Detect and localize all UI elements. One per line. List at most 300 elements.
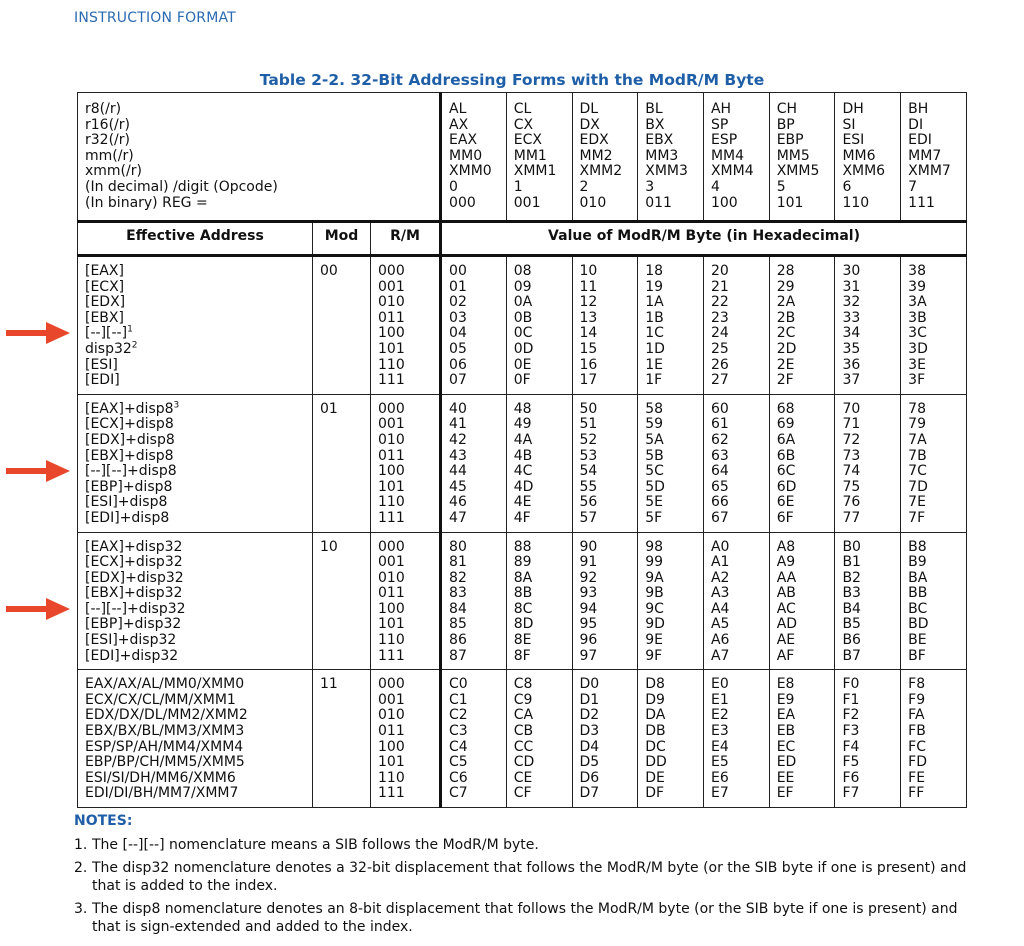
- hex-value: BE: [908, 632, 927, 649]
- reg-name: 5: [776, 178, 786, 195]
- hex-value: DA: [645, 707, 666, 724]
- address-text: [EBP]+disp32: [85, 616, 182, 633]
- hex-value: AD: [776, 616, 798, 633]
- hex-value: 45: [449, 478, 467, 495]
- hex-value-cell: [835, 394, 901, 532]
- hex-value: D3: [579, 723, 600, 740]
- hex-value: 36: [842, 356, 861, 373]
- effective-address: [85, 676, 312, 692]
- hex-value: BD: [908, 616, 929, 633]
- address-text: [ESI]: [85, 356, 118, 373]
- hex-value: 87: [449, 647, 467, 664]
- hex-value-cell: [901, 532, 967, 670]
- hex-value: 5C: [645, 463, 664, 480]
- hex-value: 5A: [645, 431, 664, 448]
- address-text: [EDX]+disp32: [85, 569, 184, 586]
- address-text: [ECX]+disp32: [85, 554, 183, 571]
- hex-value: A0: [710, 538, 730, 555]
- hex-value: 02: [449, 294, 467, 311]
- hex-value: 08: [513, 263, 532, 279]
- effective-address: [85, 692, 312, 708]
- rm-cell: [371, 532, 441, 670]
- hex-value: E2: [710, 707, 729, 724]
- hex-value: A3: [710, 585, 730, 602]
- effective-address-header: Effective Address: [78, 222, 313, 256]
- hex-value: 2C: [776, 325, 796, 342]
- rm-cell: [371, 256, 441, 395]
- mod-value: 10: [320, 538, 338, 555]
- reg-name: MM3: [645, 147, 679, 164]
- reg-name: MM6: [842, 147, 876, 164]
- hex-value: 6B: [776, 447, 796, 464]
- hex-value: CD: [513, 754, 535, 771]
- hex-value: DE: [645, 769, 665, 786]
- hex-value: 37: [842, 372, 861, 389]
- reg-label: r8(/r): [85, 101, 122, 117]
- hex-value: 61: [710, 416, 729, 433]
- hex-value: B6: [842, 632, 861, 649]
- hex-value: 9C: [645, 600, 664, 617]
- hex-value: AA: [776, 569, 797, 586]
- rm-value: 000: [378, 400, 405, 417]
- reg-name: XMM4: [710, 163, 754, 180]
- hex-value: A1: [710, 554, 730, 571]
- hex-value-cell: [901, 256, 967, 395]
- hex-value: 71: [842, 416, 861, 433]
- hex-value: 30: [842, 263, 861, 279]
- hex-value-cell: [441, 670, 507, 808]
- hex-value: E7: [710, 785, 729, 802]
- effective-address: [85, 463, 312, 479]
- effective-address: [85, 539, 312, 555]
- hex-value: C2: [449, 707, 468, 724]
- reg-name: MM4: [710, 147, 745, 164]
- hex-value: 62: [710, 431, 729, 448]
- hex-value-cell: [638, 670, 704, 808]
- rm-value: 001: [378, 278, 405, 295]
- reg-label: r16(/r): [85, 116, 130, 133]
- hex-value: 1A: [645, 294, 664, 311]
- hex-value: 1E: [645, 356, 663, 373]
- reg-column-3: [638, 93, 704, 222]
- reg-name: CX: [513, 116, 534, 133]
- rm-value: 011: [378, 447, 405, 464]
- reg-column-5: [769, 93, 835, 222]
- value-header: Value of ModR/M Byte (in Hexadecimal): [441, 222, 967, 256]
- reg-name: XMM3: [645, 163, 688, 180]
- hex-value: B5: [842, 616, 861, 633]
- reg-name: 2: [579, 178, 589, 195]
- effective-address: [85, 294, 312, 310]
- column-header-row: [78, 222, 967, 256]
- mod-value: 01: [320, 400, 338, 417]
- hex-value: 78: [908, 400, 926, 417]
- reg-name: 001: [513, 194, 541, 211]
- hex-value: 27: [710, 372, 729, 389]
- hex-value: AF: [776, 647, 795, 664]
- effective-address: [85, 554, 312, 570]
- hex-value: A2: [710, 569, 730, 586]
- reg-name: MM1: [513, 147, 547, 164]
- reg-name: BP: [776, 116, 795, 133]
- mod-header: Mod: [313, 222, 371, 256]
- effective-address: [85, 432, 312, 448]
- hex-value: 29: [776, 278, 795, 295]
- hex-value: A7: [710, 647, 730, 664]
- hex-value: C1: [449, 691, 468, 708]
- hex-value-cell: [638, 532, 704, 670]
- hex-value: 9B: [645, 585, 664, 602]
- hex-value: F7: [842, 785, 860, 802]
- hex-value: E9: [776, 691, 795, 708]
- hex-value: 85: [449, 616, 467, 633]
- hex-value: 54: [579, 463, 598, 480]
- reg-name: DI: [908, 116, 924, 133]
- address-text: [ECX]+disp8: [85, 416, 174, 433]
- hex-value: 39: [908, 278, 926, 295]
- reg-name: 3: [645, 178, 655, 195]
- hex-value: D8: [645, 676, 665, 693]
- reg-name: 100: [710, 194, 738, 211]
- address-text: ESI/SI/DH/MM6/XMM6: [85, 769, 236, 786]
- rm-value: 100: [378, 600, 405, 617]
- hex-value: B0: [842, 538, 861, 555]
- rm-value: 111: [378, 785, 405, 802]
- hex-value: 69: [776, 416, 795, 433]
- hex-value: 93: [579, 585, 598, 602]
- right-arrow-icon: [6, 322, 70, 344]
- effective-address-cell: [78, 670, 313, 808]
- reg-name: XMM0: [449, 163, 492, 180]
- hex-value: FB: [908, 723, 926, 740]
- hex-value: 4E: [513, 494, 532, 511]
- hex-value: 10: [579, 263, 598, 279]
- footnote-ref: 2: [131, 340, 138, 351]
- hex-value: DF: [645, 785, 665, 802]
- hex-value: 0B: [513, 309, 533, 326]
- mod-cell: [313, 670, 371, 808]
- effective-address: [85, 401, 312, 417]
- reg-name: BL: [645, 101, 663, 117]
- reg-name: XMM7: [908, 163, 951, 180]
- hex-value: D5: [579, 754, 600, 771]
- rm-value: 101: [378, 754, 405, 771]
- address-text: ECX/CX/CL/MM/XMM1: [85, 691, 236, 708]
- hex-value: 28: [776, 263, 795, 279]
- hex-value: EB: [776, 723, 796, 740]
- hex-value: 15: [579, 340, 598, 357]
- effective-address: [85, 341, 312, 357]
- hex-value-cell: [441, 532, 507, 670]
- hex-value: CF: [513, 785, 532, 802]
- reg-name: 111: [908, 194, 935, 211]
- hex-value: 41: [449, 416, 467, 433]
- hex-value: 00: [449, 263, 467, 279]
- reg-name: CH: [776, 101, 798, 117]
- rm-value: 000: [378, 538, 405, 555]
- hex-value-cell: [506, 532, 572, 670]
- hex-value: BC: [908, 600, 928, 617]
- reg-name: EDI: [908, 132, 932, 149]
- hex-value-cell: [769, 394, 835, 532]
- effective-address: [85, 448, 312, 464]
- hex-value: FC: [908, 738, 926, 755]
- hex-value-cell: [441, 394, 507, 532]
- hex-value: BA: [908, 569, 928, 586]
- effective-address: [85, 372, 312, 388]
- hex-value: 12: [579, 294, 598, 311]
- rm-value: 001: [378, 416, 405, 433]
- hex-value-cell: [703, 394, 769, 532]
- mod-value: 11: [320, 676, 338, 693]
- reg-name: CL: [513, 101, 532, 117]
- reg-name: XMM6: [842, 163, 886, 180]
- hex-value: A5: [710, 616, 730, 633]
- address-text: [EDI]: [85, 372, 120, 389]
- hex-value: 2F: [776, 372, 794, 389]
- reg-name: BH: [908, 101, 929, 117]
- effective-address: [85, 357, 312, 373]
- hex-value-cell: [441, 256, 507, 395]
- modrm-table: [77, 92, 967, 808]
- reg-name: MM0: [449, 147, 483, 164]
- hex-value: B2: [842, 569, 861, 586]
- notes-section: [74, 812, 984, 941]
- address-text: [EBX]: [85, 309, 124, 326]
- hex-value: 56: [579, 494, 598, 511]
- rm-value: 110: [378, 769, 405, 786]
- hex-value: 8E: [513, 632, 532, 649]
- effective-address: [85, 601, 312, 617]
- hex-value: EC: [776, 738, 796, 755]
- hex-value: D0: [579, 676, 600, 693]
- hex-value: 70: [842, 400, 861, 417]
- hex-value: F6: [842, 769, 860, 786]
- rm-value: 101: [378, 340, 405, 357]
- hex-value: 42: [449, 431, 467, 448]
- hex-value: 3D: [908, 340, 928, 357]
- reg-name: MM5: [776, 147, 810, 164]
- hex-value: 68: [776, 400, 795, 417]
- address-text: [ESI]+disp8: [85, 494, 168, 511]
- rm-value: 101: [378, 478, 405, 495]
- reg-name: EBX: [645, 132, 674, 149]
- hex-value: 5D: [645, 478, 665, 495]
- table-caption: Table 2-2. 32-Bit Addressing Forms with the ModR/M Byte: [259, 71, 765, 89]
- hex-value: 43: [449, 447, 467, 464]
- address-text: EBX/BX/BL/MM3/XMM3: [85, 723, 245, 740]
- hex-value: 90: [579, 538, 598, 555]
- hex-value: 7B: [908, 447, 927, 464]
- hex-value-cell: [506, 394, 572, 532]
- effective-address: [85, 707, 312, 723]
- hex-value: 0D: [513, 340, 534, 357]
- rm-value: 011: [378, 585, 405, 602]
- hex-value: 34: [842, 325, 861, 342]
- hex-value: 06: [449, 356, 467, 373]
- hex-value-cell: [506, 670, 572, 808]
- reg-name: 010: [579, 194, 607, 211]
- effective-address: [85, 310, 312, 326]
- hex-value: C6: [449, 769, 468, 786]
- hex-value: F9: [908, 691, 926, 708]
- hex-value: 5E: [645, 494, 663, 511]
- reg-label: r32(/r): [85, 132, 130, 149]
- hex-value: 03: [449, 309, 467, 326]
- hex-value: DC: [645, 738, 666, 755]
- reg-label: xmm(/r): [85, 163, 142, 180]
- effective-address: [85, 263, 312, 279]
- reg-name: 011: [645, 194, 672, 211]
- hex-value: 1B: [645, 309, 664, 326]
- hex-value: 48: [513, 400, 532, 417]
- hex-value: B3: [842, 585, 861, 602]
- reg-name: DL: [579, 101, 599, 117]
- hex-value: 58: [645, 400, 664, 417]
- hex-value: 8A: [513, 569, 533, 586]
- rm-value: 000: [378, 263, 405, 279]
- hex-value: 50: [579, 400, 598, 417]
- address-text: [EAX]: [85, 263, 124, 279]
- hex-value: 4F: [513, 509, 531, 526]
- reg-name: SI: [842, 116, 856, 133]
- hex-value-cell: [572, 532, 638, 670]
- rm-header: R/M: [371, 222, 441, 256]
- hex-value: 3A: [908, 294, 927, 311]
- hex-value: 4D: [513, 478, 534, 495]
- hex-value: D2: [579, 707, 600, 724]
- reg-name: 101: [776, 194, 804, 211]
- hex-value: 89: [513, 554, 532, 571]
- hex-value: 6F: [776, 509, 794, 526]
- hex-value: 8D: [513, 616, 534, 633]
- hex-value: 1D: [645, 340, 665, 357]
- note-item: [74, 859, 984, 895]
- hex-value: 96: [579, 632, 598, 649]
- hex-value: EF: [776, 785, 794, 802]
- hex-value: 99: [645, 554, 664, 571]
- rm-value: 001: [378, 691, 405, 708]
- note-item: [74, 900, 984, 936]
- note-number: 2.: [74, 860, 88, 876]
- hex-value: 2A: [776, 294, 796, 311]
- reg-column-4: [703, 93, 769, 222]
- hex-value: D9: [645, 691, 665, 708]
- address-text: [--][--]+disp8: [85, 463, 177, 480]
- effective-address: [85, 616, 312, 632]
- reg-name: AX: [449, 116, 469, 133]
- hex-value: E4: [710, 738, 729, 755]
- hex-value: C0: [449, 676, 468, 693]
- reg-name: ESP: [710, 132, 738, 149]
- hex-value: EA: [776, 707, 796, 724]
- hex-value-cell: [506, 256, 572, 395]
- address-text: EBP/BP/CH/MM5/XMM5: [85, 754, 245, 771]
- hex-value: D7: [579, 785, 600, 802]
- address-text: [EAX]+disp8: [85, 400, 174, 417]
- address-text: EDI/DI/BH/MM7/XMM7: [85, 785, 239, 802]
- hex-value: 4B: [513, 447, 533, 464]
- hex-value: 3E: [908, 356, 926, 373]
- effective-address: [85, 739, 312, 755]
- effective-address: [85, 325, 312, 341]
- effective-address: [85, 585, 312, 601]
- hex-value: 0E: [513, 356, 532, 373]
- hex-value: 7C: [908, 463, 927, 480]
- effective-address: [85, 785, 312, 801]
- hex-value: F5: [842, 754, 860, 771]
- hex-value: 9E: [645, 632, 663, 649]
- mod-group-row: [78, 532, 967, 670]
- hex-value: AE: [776, 632, 796, 649]
- hex-value: 7F: [908, 509, 926, 526]
- hex-value: 19: [645, 278, 664, 295]
- hex-value-cell: [835, 256, 901, 395]
- footnote-ref: 1: [127, 324, 133, 335]
- hex-value: 74: [842, 463, 861, 480]
- reg-column-0: [441, 93, 507, 222]
- hex-value-cell: [769, 670, 835, 808]
- reg-name: ESI: [842, 132, 865, 149]
- rm-value: 110: [378, 356, 405, 373]
- hex-value: 35: [842, 340, 861, 357]
- address-text: [EDI]+disp32: [85, 647, 179, 664]
- rm-value: 010: [378, 569, 405, 586]
- effective-address: [85, 723, 312, 739]
- effective-address-cell: [78, 394, 313, 532]
- reg-name: 6: [842, 178, 852, 195]
- hex-value: DD: [645, 754, 667, 771]
- hex-value-cell: [769, 532, 835, 670]
- hex-value: 64: [710, 463, 729, 480]
- hex-value: 57: [579, 509, 598, 526]
- hex-value: 0A: [513, 294, 533, 311]
- reg-name: AH: [710, 101, 732, 117]
- hex-value: 01: [449, 278, 467, 295]
- rm-value: 100: [378, 738, 405, 755]
- hex-value: F0: [842, 676, 860, 693]
- mod-value: 00: [320, 263, 338, 279]
- hex-value: E1: [710, 691, 729, 708]
- hex-value: 66: [710, 494, 729, 511]
- hex-value: 72: [842, 431, 861, 448]
- reg-label: (In decimal) /digit (Opcode): [85, 178, 278, 195]
- hex-value: F1: [842, 691, 860, 708]
- hex-value-cell: [901, 670, 967, 808]
- rm-value: 100: [378, 325, 405, 342]
- reg-header-row: [78, 93, 967, 222]
- hex-value: 63: [710, 447, 729, 464]
- hex-value: 6C: [776, 463, 796, 480]
- hex-value: 17: [579, 372, 598, 389]
- hex-value-cell: [835, 670, 901, 808]
- address-text: [--][--]+disp32: [85, 600, 186, 617]
- hex-value: DB: [645, 723, 666, 740]
- hex-value: 59: [645, 416, 664, 433]
- hex-value: 25: [710, 340, 729, 357]
- reg-name: ECX: [513, 132, 542, 149]
- rm-value: 011: [378, 309, 405, 326]
- hex-value-cell: [572, 256, 638, 395]
- address-text: [ESI]+disp32: [85, 632, 177, 649]
- rm-value: 111: [378, 509, 405, 526]
- effective-address: [85, 510, 312, 526]
- rm-value: 011: [378, 723, 405, 740]
- reg-name: AL: [449, 101, 467, 117]
- hex-value: 77: [842, 509, 861, 526]
- hex-value: BB: [908, 585, 928, 602]
- hex-value: A9: [776, 554, 796, 571]
